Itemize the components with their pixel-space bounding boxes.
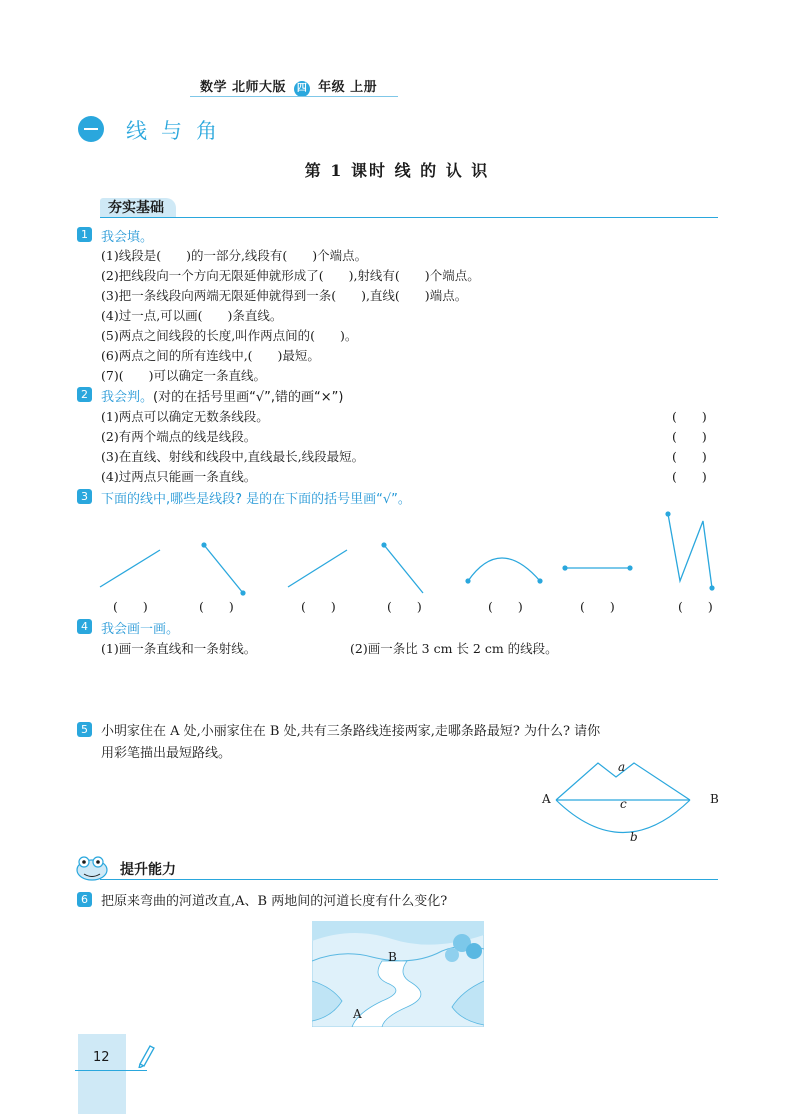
route-c-label: c: [620, 797, 627, 811]
figure-polyline: [668, 514, 712, 588]
answer-paren[interactable]: ( ): [672, 429, 707, 444]
river-point-a: A: [353, 1007, 362, 1021]
question-heading: 我会画一画。: [101, 622, 180, 637]
endpoint-dot: [537, 578, 542, 583]
figure-line: [100, 550, 160, 587]
figure-arc: [468, 558, 540, 581]
section-divider: [100, 217, 718, 218]
river-illustration: [312, 921, 484, 1027]
question-number: 3: [77, 489, 92, 504]
question-heading: [101, 386, 343, 405]
figure-line: [288, 550, 347, 587]
endpoint-dot: [240, 590, 245, 595]
fill-item: (5)两点之间线段的长度,叫作两点间的( )。: [101, 328, 358, 343]
fill-item: (2)把线段向一个方向无限延伸就形成了( ),射线有( )个端点。: [101, 268, 480, 283]
endpoint-dot: [381, 542, 386, 547]
pencil-icon: [134, 1042, 156, 1068]
section-divider: [100, 879, 718, 880]
header-grade: 年级 上册: [318, 80, 378, 95]
endpoint-dot: [562, 565, 567, 570]
question-number: 4: [77, 619, 92, 634]
answer-paren[interactable]: ( ): [678, 599, 713, 614]
draw-task: (2)画一条比 3 cm 长 2 cm 的线段。: [350, 641, 558, 656]
lesson-title: 第 1 课时 线 的 认 识: [304, 161, 490, 180]
page-number: 12: [93, 1050, 110, 1065]
question-heading-text: 我会判。: [101, 390, 154, 405]
route-b-label: b: [630, 830, 638, 844]
route-a-label: a: [618, 760, 626, 774]
fill-item: (6)两点之间的所有连线中,( )最短。: [101, 348, 320, 363]
book-header: [200, 76, 377, 97]
fill-item: (1)线段是( )的一部分,线段有( )个端点。: [101, 248, 368, 263]
endpoint-dot: [627, 565, 632, 570]
fill-item: (4)过一点,可以画( )条直线。: [101, 308, 283, 323]
answer-paren[interactable]: ( ): [672, 409, 707, 424]
judge-item: (1)两点可以确定无数条线段。: [101, 409, 269, 424]
answer-paren[interactable]: ( ): [387, 599, 422, 614]
unit-number-icon: [78, 116, 104, 142]
question-number: 5: [77, 722, 92, 737]
question-heading: 我会填。: [101, 230, 154, 245]
question-number: 2: [77, 387, 92, 402]
judge-item: (2)有两个端点的线是线段。: [101, 429, 257, 444]
answer-paren[interactable]: ( ): [672, 469, 707, 484]
draw-task: (1)画一条直线和一条射线。: [101, 641, 257, 656]
question-heading: 下面的线中,哪些是线段? 是的在下面的括号里画“√”。: [101, 492, 411, 507]
header-divider: [190, 96, 398, 97]
section-tab-improve: 提升能力: [120, 862, 176, 878]
unit-title: 线与角: [126, 119, 231, 143]
answer-paren[interactable]: ( ): [672, 449, 707, 464]
figure-ray: [384, 545, 423, 593]
answer-paren[interactable]: ( ): [301, 599, 336, 614]
question-text: 用彩笔描出最短路线。: [101, 746, 232, 761]
line-figures: [90, 505, 730, 600]
point-b-label: B: [710, 792, 719, 806]
judge-item: (4)过两点只能画一条直线。: [101, 469, 257, 484]
fill-item: (7)( )可以确定一条直线。: [101, 368, 266, 383]
answer-paren[interactable]: ( ): [488, 599, 523, 614]
answer-paren[interactable]: ( ): [199, 599, 234, 614]
endpoint-dot: [665, 511, 670, 516]
section-tab-basics: 夯实基础: [100, 198, 176, 218]
footer-divider: [75, 1070, 147, 1071]
figure-segment: [204, 545, 243, 593]
grade-badge: 四: [294, 81, 310, 97]
endpoint-dot: [201, 542, 206, 547]
answer-paren[interactable]: ( ): [113, 599, 148, 614]
endpoint-dot: [709, 585, 714, 590]
header-subject: 数学 北师大版: [200, 80, 287, 95]
question-text: 把原来弯曲的河道改直,A、B 两地间的河道长度有什么变化?: [101, 894, 448, 909]
judge-item: (3)在直线、射线和线段中,直线最长,线段最短。: [101, 449, 365, 464]
river-point-b: B: [388, 950, 397, 964]
endpoint-dot: [465, 578, 470, 583]
question-text: 小明家住在 A 处,小丽家住在 B 处,共有三条路线连接两家,走哪条路最短? 为什么? 请你: [101, 724, 601, 739]
answer-paren[interactable]: ( ): [580, 599, 615, 614]
fill-item: (3)把一条线段向两端无限延伸就得到一条( ),直线( )端点。: [101, 288, 468, 303]
question-number: 6: [77, 892, 92, 907]
question-number: 1: [77, 227, 92, 242]
point-a-label: A: [542, 792, 551, 806]
page-tab: [78, 1034, 126, 1114]
question-note: (对的在括号里画“√”,错的画“×”): [153, 390, 344, 405]
